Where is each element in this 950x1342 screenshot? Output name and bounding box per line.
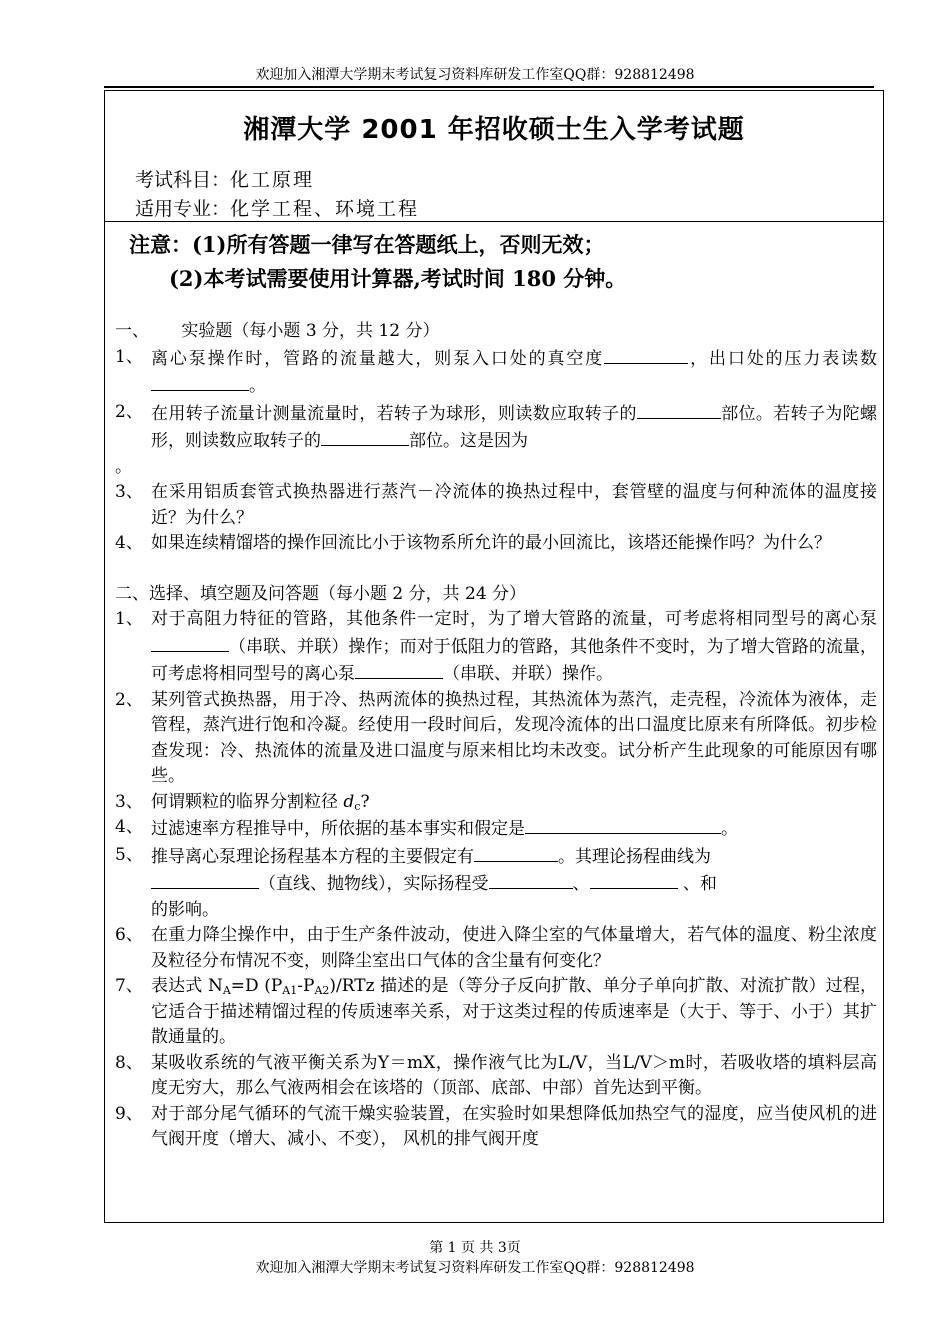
question-number: 8、 — [115, 1052, 143, 1073]
question-text: （串联、并联）操作；而对于低阻力的管路，其他条件不变时，为了增大管路的流量，可考虑将相同型号的离心泵 — [151, 636, 877, 684]
exam-title: 湘潭大学 2001 年招收硕士生入学考试题 — [243, 115, 745, 145]
answer-blank — [590, 870, 678, 889]
question — [115, 607, 877, 688]
notice-line-1: 注意：(1)所有答题一律写在答题纸上，否则无效； — [129, 232, 605, 257]
question — [115, 974, 877, 1051]
question-number: 6、 — [115, 925, 143, 945]
question — [115, 531, 877, 557]
math-symbol: d — [343, 791, 355, 812]
section-2-heading: 二、选择、填空题及问答题（每小题 2 分，共 24 分） — [115, 583, 527, 604]
question — [115, 688, 877, 790]
answer-blank — [321, 427, 409, 446]
answer-blank — [525, 815, 721, 834]
math-subscript: c — [354, 799, 361, 813]
question-number: 2、 — [115, 689, 143, 710]
question-text: )/RTz 描述的是（等分子反向扩散、单分子单向扩散、对流扩散）过程，它适合于描述精馏过程的传质速率关系，对于这类过程的传质速率是（大于、等于、小于）其扩散通量的。 — [151, 976, 878, 1047]
answer-blank — [637, 400, 721, 419]
notice-line-2: (2)本考试需要使用计算器,考试时间 180 分钟。 — [169, 266, 627, 291]
section-1-heading: 一、 实验题（每小题 3 分，共 12 分） — [115, 321, 440, 341]
question — [115, 400, 877, 455]
answer-blank — [355, 660, 443, 679]
question-number: 3、 — [115, 791, 143, 812]
question-number: 7、 — [115, 976, 143, 996]
question — [115, 1102, 877, 1153]
header-rule — [104, 86, 874, 88]
question-text: 推导离心泵理论扬程基本方程的主要假定有 — [151, 846, 474, 867]
question-number: 4、 — [115, 533, 143, 553]
question — [115, 923, 877, 974]
question-number: 9、 — [115, 1103, 143, 1124]
question-text: -P — [297, 976, 315, 996]
question-number: 4、 — [115, 817, 143, 837]
question-text: 何谓颗粒的临界分割粒径 — [151, 791, 344, 812]
answer-blank — [151, 870, 259, 889]
question — [115, 815, 877, 843]
question-text: 部位。若转子为陀螺形，则读数应取转子的 — [151, 403, 878, 451]
answer-blank — [474, 843, 558, 862]
exam-content — [115, 319, 877, 1153]
question-text: 的影响。 — [151, 899, 219, 920]
page-indicator: 第 1 页 共 3页 — [429, 1240, 521, 1256]
question-text: （直线、抛物线），实际扬程受 — [259, 874, 489, 894]
page-header: 欢迎加入湘潭大学期末考试复习资料库研发工作室QQ群：928812498 — [255, 67, 695, 83]
question-text: 、和 — [677, 874, 717, 894]
question-text: 。其理论扬程曲线为 — [558, 846, 711, 867]
major-value: 化学工程、环境工程 — [230, 198, 420, 220]
question — [115, 790, 877, 816]
question — [115, 480, 877, 531]
question-number: 2、 — [115, 401, 143, 422]
question-number: 5、 — [115, 844, 143, 865]
math-subscript: A — [222, 984, 231, 997]
question-text: 在重力降尘操作中，由于生产条件波动，使进入降尘室的气体量增大，若气体的温度、粉尘浓度及粒径分布情况不变，则降尘室出口气体的含尘量有何变化？ — [151, 925, 877, 971]
question-text: 过滤速率方程推导中，所依据的基本事实和假定是 — [151, 819, 525, 839]
question — [115, 345, 877, 400]
question-text: 对于部分尾气循环的气流干燥实验装置，在实验时如果想降低加热空气的湿度，应当使风机的进气阀开度（增大、减小、不变）， 风机的排气阀开度 — [151, 1103, 877, 1149]
question-text: ? — [360, 791, 370, 812]
answer-blank — [489, 870, 573, 889]
math-subscript: A1 — [282, 984, 298, 997]
question-text: （串联、并联）操作。 — [443, 664, 613, 684]
question-text: =D (P — [230, 976, 283, 996]
question-text: ，出口处的压力表读数 — [688, 348, 878, 369]
major-label: 适用专业： — [135, 198, 231, 220]
question-number: 3、 — [115, 482, 143, 502]
question-text: 对于高阻力特征的管路，其他条件一定时，为了增大管路的流量，可考虑将相同型号的离心泵 — [151, 609, 877, 629]
question-text: 某吸收系统的气液平衡关系为Y＝mX，操作液气比为L/V，当L/V＞m时，若吸收塔的填料层高度无穷大，那么气液两相会在该塔的（顶部、底部、中部）首先达到平衡。 — [151, 1052, 877, 1098]
answer-blank — [151, 633, 229, 652]
answer-blank — [151, 372, 249, 391]
page-footer: 欢迎加入湘潭大学期末考试复习资料库研发工作室QQ群：928812498 — [255, 1260, 695, 1276]
question-text: 在用转子流量计测量流量时，若转子为球形，则读数应取转子的 — [151, 403, 637, 424]
question-text: 某列管式换热器，用于冷、热两流体的换热过程，其热流体为蒸汽，走壳程，冷流体为液体，走管程，蒸汽进行饱和冷凝。经使用一段时间后，发现冷流体的出口温度比原来有所降低。初步检查发现：冷、热流体的流量及进口温度与原来相比均未改变。试分析产生此现象的可能原因有哪些。 — [151, 689, 877, 786]
answer-blank — [604, 345, 688, 364]
question-number: 1、 — [115, 346, 143, 367]
question-text: 、 — [572, 874, 590, 894]
math-subscript: A2 — [314, 984, 330, 997]
subject-value: 化工原理 — [230, 169, 315, 191]
question-text: 。 — [249, 376, 266, 396]
question-continuation: 。 — [115, 456, 132, 477]
question-text: 部位。这是因为 — [409, 431, 528, 451]
exam-frame — [104, 90, 884, 1223]
section-divider — [105, 221, 883, 222]
question — [115, 843, 877, 924]
subject-line — [135, 165, 314, 192]
question-text: 如果连续精馏塔的操作回流比小于该物系所允许的最小回流比，该塔还能操作吗？为什么？ — [151, 533, 831, 553]
subject-label: 考试科目： — [135, 169, 231, 191]
question-text: 离心泵操作时，管路的流量越大，则泵入口处的真空度 — [151, 348, 605, 369]
question-number: 1、 — [115, 609, 143, 629]
major-line — [135, 194, 419, 221]
question — [115, 1051, 877, 1102]
question-text: 。 — [721, 819, 738, 839]
question-text: 表达式 N — [151, 976, 223, 996]
question-text: 在采用铝质套管式换热器进行蒸汽－冷流体的换热过程中，套管壁的温度与何种流体的温度接近？为什么？ — [151, 482, 877, 528]
